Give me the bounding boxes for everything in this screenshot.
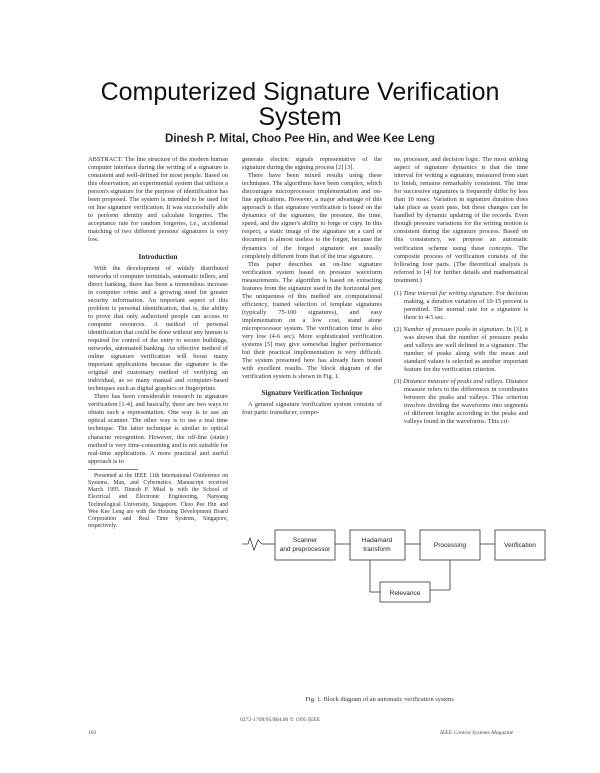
transform-label: transform: [363, 546, 391, 553]
introduction-heading: Introduction: [138, 252, 178, 261]
processing-label: Processing: [433, 542, 467, 549]
footnote-rule: [88, 469, 138, 470]
col2-paragraph-3: This paper describes an on-line signature verification system based on pressure waveform measurements. The algorithm is based on extracting features from the signature used in the horizontal pen. The uniqueness of this method are computational efficiency, trained selection of template signatures (typically 75-100 signatures), and easy implementation on a low cost, stand alone microprocessor system. The verification time is also very low (4-6 sec). More sophisticated verification systems [5] may give somewhat higher performance but their practical implementation is very difficult. The system presented here has already been tested with excellent results. The block diagram of the verification system is shown in Fig. 1.: [242, 260, 382, 381]
list-item-1-text: For decision making, a duration variation of 10-15 percent is permitted. The normal rate for a signature is three to 4-5 sec.: [404, 289, 528, 321]
journal-name: IEEE Control Systems Magazine: [440, 730, 514, 736]
intro-paragraph-2: There has been considerable research in signature verification [1-4], and basically, there are two ways to obtain such a representation. One way is to use an optical scanner. The other way is to use a real time technique. The latter technique is similar to optical character recognition. However, the off-line (static) method is very time-consuming and is not suitable for real-time applications. A more practical and useful approach is to: [88, 393, 228, 465]
abstract: ABSTRACT: The line structure of the modern human computer interface during the writing of a signature is consistent and well-defined for most people. Based on this observation, an experimental system that utilizes a person's signature for the purpose of identification has been proposed. The system is intended to be used for on line signature verification. It was successfully able to perform identity and calculate forgeries. The acceptance rate for random forgeries, i.e., accidental matching of two different persons' signatures is very low.: [88, 156, 228, 244]
scanner-label: Scanner: [292, 537, 318, 544]
list-item-2: [394, 326, 528, 374]
block-diagram-figure: [230, 520, 550, 700]
col2-paragraph-1: generate electric signals representative of the signature during the signing process [2] [3].: [242, 156, 382, 172]
technique-heading: Signature Verification Technique: [261, 389, 363, 398]
page-number: 102: [88, 730, 97, 736]
copyright-line: 0272-1708/95/$04.00 © 1995 IEEE: [240, 717, 321, 723]
paper-title-line-1: Computerized Signature Verification: [100, 78, 500, 106]
column-3: [394, 156, 528, 427]
list-item-3-title: Distance measure of peaks and valleys.: [403, 378, 504, 386]
list-item-1-title: Time interval for writing signature.: [403, 289, 495, 297]
column-2: [242, 156, 382, 417]
col2-paragraph-2: There have been mixed results using these techniques. The algorithms have been complex, which discourages microprocessor implementation and on-line applications. However, a major advantage of this approach is that signature verification is based on the dynamics of the signature, the pressure, the time, speed, and the signer's ability to forge or copy. In this respect, a static image of the signature on a card or document is almost useless to the forger, because the dynamics of the forged signature are usually completely different from that of the true signature.: [242, 172, 382, 260]
input-signal-waveform: [242, 538, 262, 550]
list-item-1-label: (1): [394, 289, 402, 297]
list-item-3: [394, 378, 528, 426]
preprocessor-label: and preprocessor: [279, 546, 331, 553]
footnote: Presented at the IEEE 11th International Conference on Systems, Man, and Cybernetics. Manuscript received March 1995. Dinesh P. Mital is with the School of Electrical and Electronic Engineering, Nanyang Technological University, Singapore. Choo Pee Hin and Wee Kee Leng are with the Housing Development Board Corporation and Real Time Systems, Singapore, respectively.: [88, 472, 228, 530]
verification-label: Verification: [504, 542, 536, 549]
relevance-label: Relevance: [389, 590, 421, 597]
list-item-3-label: (3): [394, 378, 402, 386]
paper-title-line-2: System: [258, 103, 342, 131]
hadamard-box: [350, 530, 405, 560]
figure-caption: Fig. 1. Block diagram of an automatic verification system.: [305, 696, 455, 703]
list-item-2-label: (2): [394, 325, 402, 333]
list-item-2-text: In [3], it was shown that the number of pressure peaks and valleys are well defined in a signature. The number of peaks along with the mean and standard values is selected as another important feature for the verification criterion.: [404, 325, 529, 374]
col3-paragraph-1: ne, processor, and decision logic. The most striking aspect of signature dynamics is that the time interval for writing a signature, measured from start to finish, remains remarkably consistent. The time for successive signatures is frequently differ by less than 10 msec. Variation in signature duration does take place as years pass, but these changes can be handled by dynamic updating of the records. Even though pressure variations for the writing motion is consistent during the signature process. Based on this consistency, we propose an automatic verification scheme using these concepts. The composite process of verification consists of the following four parts. (The theoretical analysis is referred to [4] for further details and mathematical treatment.): [394, 156, 528, 284]
column-1: [88, 156, 228, 530]
list-item-3-text: Distance measure refers to the differences in coordinates between the peaks and valleys. This criterion involves dividing the waveforms into segments of different lengths according to the peaks and valleys found in the waveforms. This cri-: [404, 378, 528, 426]
list-item-1: [394, 290, 528, 322]
author-list: Dinesh P. Mital, Choo Pee Hin, and Wee Kee Leng: [165, 133, 435, 145]
hadamard-label: Hadamard: [361, 537, 393, 544]
list-item-2-title: Number of pressure peaks in signature.: [403, 325, 505, 333]
col2-paragraph-4: A general signature verification system consists of four parts: transducer, compo-: [242, 401, 382, 417]
scanner-box: [275, 530, 335, 560]
intro-paragraph-1: With the development of widely distributed networks of computer terminals, automatic tellers, and direct banking, there has been a tremendous increase in computer crime and a growing need for greater security information. An important aspect of this problem is personal identification, that is, the ability to prove that only authorized people can access to computer resources. A method of personal identification that could be done without any human is required for control of the entry to secure buildings, networks, automated banking. An effective method of online signature verification will boost many important applications because the signature is the original and customary method of verifying an individual, as so many manual and computer-based techniques such as digital graphics or fingerprints.: [88, 264, 228, 393]
